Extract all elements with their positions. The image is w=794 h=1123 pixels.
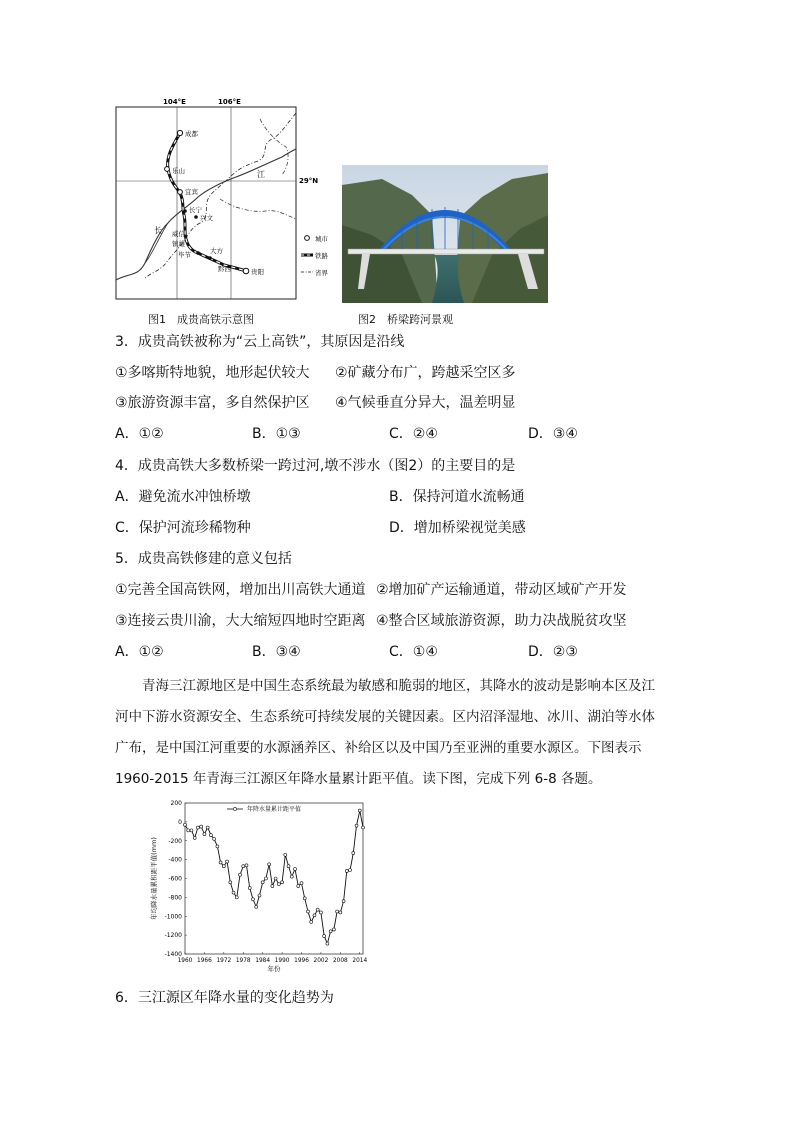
data-point xyxy=(193,836,196,839)
city-xingwen: 兴文 xyxy=(200,214,213,222)
city-guiyang: 贵阳 xyxy=(251,268,264,276)
q3-stem: 3．成贵高铁被称为“云上高铁”，其原因是沿线 xyxy=(115,334,405,350)
data-point xyxy=(206,826,209,829)
q5-option-c[interactable]: C．①④ xyxy=(389,644,438,660)
x-tick-label: 1972 xyxy=(216,958,232,964)
data-point xyxy=(268,863,271,866)
data-point xyxy=(300,882,303,885)
data-point xyxy=(200,825,203,828)
city-leshan: 乐山 xyxy=(172,167,185,175)
data-point xyxy=(222,865,225,868)
data-point xyxy=(310,920,313,923)
passage-line-1: 青海三江源地区是中国生态系统最为敏感和脆弱的地区，其降水的波动是影响本区及江 xyxy=(142,678,655,694)
river-label-jiang: 江 xyxy=(257,170,265,179)
figure2-caption: 图2 桥梁跨河景观 xyxy=(358,313,453,326)
data-point xyxy=(216,845,219,848)
data-point xyxy=(232,891,235,894)
river-label-chang: 长 xyxy=(154,226,162,235)
x-tick-label: 1996 xyxy=(294,958,309,964)
data-point xyxy=(255,905,258,908)
data-point xyxy=(203,833,206,836)
map-legend xyxy=(301,234,329,277)
x-tick-label: 2002 xyxy=(313,958,329,964)
q5-item-2: ②增加矿产运输通道，带动区域矿产开发 xyxy=(376,582,627,598)
q5-item-1: ①完善全国高铁网，增加出川高铁大通道 xyxy=(115,582,366,598)
data-point xyxy=(306,910,309,913)
data-point xyxy=(323,935,326,938)
legend-railway-label: 铁路 xyxy=(315,252,328,260)
data-point xyxy=(239,873,242,876)
q3-option-c[interactable]: C．②④ xyxy=(389,426,438,442)
y-tick-label: -1200 xyxy=(164,932,182,940)
map-frame xyxy=(116,107,296,299)
q3-item-2: ②矿藏分布广，跨越采空区多 xyxy=(335,365,516,381)
lon-label-106: 106°E xyxy=(218,98,241,106)
city-zhenxiong: 镇雄 xyxy=(172,240,185,248)
data-point xyxy=(362,826,365,829)
data-point xyxy=(303,897,306,900)
city-chengdu-marker xyxy=(177,130,182,135)
y-tick-label: -1400 xyxy=(164,951,182,958)
data-point xyxy=(196,826,199,829)
city-yibin: 宜宾 xyxy=(185,188,198,196)
data-point xyxy=(277,883,280,886)
city-leshan-marker xyxy=(165,167,170,172)
data-point xyxy=(339,911,342,914)
y-tick-label: -1000 xyxy=(164,913,182,921)
y-tick-label: -800 xyxy=(168,894,182,902)
x-tick-label: 2014 xyxy=(352,958,368,964)
q3-option-b[interactable]: B．①③ xyxy=(252,426,301,442)
data-point xyxy=(274,877,277,880)
data-point xyxy=(326,942,329,945)
data-point xyxy=(349,869,352,872)
data-point xyxy=(242,865,245,868)
data-point xyxy=(184,823,187,826)
figure2-bridge-photo xyxy=(342,165,548,303)
y-tick-label: 0 xyxy=(178,818,182,826)
q5-option-d[interactable]: D．②③ xyxy=(528,644,578,660)
data-point xyxy=(258,894,261,897)
q3-item-3: ③旅游资源丰富，多自然保护区 xyxy=(115,395,310,411)
q4-option-c[interactable]: C．保护河流珍稀物种 xyxy=(115,520,251,536)
passage-line-4: 1960-2015 年青海三江源区年降水量累计距平值。读下图，完成下列 6-8 各题。 xyxy=(115,771,602,787)
figure1-caption: 图1 成贵高铁示意图 xyxy=(148,313,254,326)
data-point xyxy=(290,875,293,878)
data-point xyxy=(235,896,238,899)
data-point xyxy=(355,824,358,827)
city-bijie: 毕节 xyxy=(178,251,191,259)
provincial-boundary-3 xyxy=(220,199,296,219)
data-point xyxy=(248,886,251,889)
data-point xyxy=(190,829,193,832)
q5-stem: 5．成贵高铁修建的意义包括 xyxy=(115,551,292,567)
q3-option-d[interactable]: D．③④ xyxy=(528,426,578,442)
chart-legend: 年降水量累计距平值 xyxy=(247,806,302,813)
x-tick-label: 1978 xyxy=(235,958,251,964)
data-point xyxy=(187,829,190,832)
chart-series-points xyxy=(184,809,365,945)
data-point xyxy=(251,898,254,901)
q6-stem: 6．三江源区年降水量的变化趋势为 xyxy=(115,990,334,1006)
y-tick-label: 200 xyxy=(170,800,182,807)
data-point xyxy=(316,908,319,911)
lon-label-104: 104°E xyxy=(163,98,186,106)
data-point xyxy=(329,930,332,933)
data-point xyxy=(336,910,339,913)
x-tick-label: 1966 xyxy=(197,958,212,964)
data-point xyxy=(229,881,232,884)
city-xingwen-marker xyxy=(194,215,198,219)
q3-item-1: ①多喀斯特地貌，地形起伏较大 xyxy=(115,365,310,381)
city-bijie-marker xyxy=(196,251,200,255)
city-changning-marker xyxy=(183,209,187,213)
data-point xyxy=(332,928,335,931)
data-point xyxy=(319,911,322,914)
q4-option-a[interactable]: A．避免流水冲蚀桥墩 xyxy=(115,489,251,505)
data-point xyxy=(342,900,345,903)
q4-option-b[interactable]: B．保持河道水流畅通 xyxy=(389,489,525,505)
q5-option-a[interactable]: A．①② xyxy=(115,644,164,660)
q4-stem: 4．成贵高铁大多数桥梁一跨过河,墩不涉水（图2）的主要目的是 xyxy=(115,458,516,474)
city-dafang: 大方 xyxy=(210,247,223,255)
data-point xyxy=(219,861,222,864)
data-point xyxy=(271,885,274,888)
x-tick-label: 1960 xyxy=(177,958,193,964)
city-yibin-marker xyxy=(178,190,183,195)
data-point xyxy=(313,914,316,917)
data-point xyxy=(352,852,355,855)
data-point xyxy=(245,864,248,867)
x-tick-label: 1984 xyxy=(255,958,271,964)
data-point xyxy=(294,868,297,871)
chart-y-label: 年均降水量累积距平值(mm) xyxy=(150,837,158,920)
data-point xyxy=(261,881,264,884)
data-point xyxy=(281,881,284,884)
provincial-boundary-2 xyxy=(260,119,288,175)
x-tick-label: 1990 xyxy=(274,958,290,964)
city-weixin: 威信 xyxy=(172,230,185,238)
chart-series-line xyxy=(185,811,363,944)
q3-item-4: ④气候垂直分异大，温差明显 xyxy=(335,395,516,411)
photo-bridge-deck xyxy=(348,249,544,254)
x-tick-label: 2008 xyxy=(332,958,348,964)
passage-line-3: 广布，是中国江河重要的水源涵养区、补给区以及中国乃至亚洲的重要水源区。下图表示 xyxy=(115,740,642,756)
data-point xyxy=(345,869,348,872)
data-point xyxy=(297,885,300,888)
city-guiyang-marker xyxy=(243,268,249,274)
y-tick-label: -200 xyxy=(168,837,182,845)
city-dafang-marker xyxy=(208,256,212,260)
q5-item-4: ④整合区域旅游资源，助力决战脱贫攻坚 xyxy=(376,613,627,629)
data-point xyxy=(264,877,267,880)
figure1-map xyxy=(100,95,340,305)
data-point xyxy=(209,834,212,837)
data-point xyxy=(287,865,290,868)
cities xyxy=(165,129,265,276)
q3-option-a[interactable]: A．①② xyxy=(115,426,164,442)
city-qianxi: 黔西 xyxy=(218,265,231,273)
y-tick-label: -400 xyxy=(168,856,182,864)
data-point xyxy=(213,837,216,840)
city-changning: 长宁 xyxy=(189,206,202,214)
passage-line-2: 河中下游水资源安全、生态系统可持续发展的关键因素。区内沼泽湿地、冰川、湖泊等水体 xyxy=(115,709,655,725)
data-point xyxy=(284,853,287,856)
data-point xyxy=(358,809,361,812)
legend-city-symbol xyxy=(305,236,310,241)
city-chengdu: 成都 xyxy=(185,130,198,138)
legend-boundary-label: 省界 xyxy=(315,269,328,277)
q5-option-b[interactable]: B．③④ xyxy=(252,644,301,660)
legend-city-label: 城市 xyxy=(315,235,328,243)
chart-x-label: 年份 xyxy=(267,965,281,973)
precipitation-anomaly-chart xyxy=(145,795,375,977)
y-tick-label: -600 xyxy=(168,875,182,883)
lat-label-29: 29°N xyxy=(299,177,319,185)
q4-option-d[interactable]: D．增加桥梁视觉美感 xyxy=(389,520,526,536)
data-point xyxy=(226,860,229,863)
q5-item-3: ③连接云贵川渝，大大缩短四地时空距离 xyxy=(115,613,366,629)
chart-legend-marker xyxy=(233,807,236,810)
